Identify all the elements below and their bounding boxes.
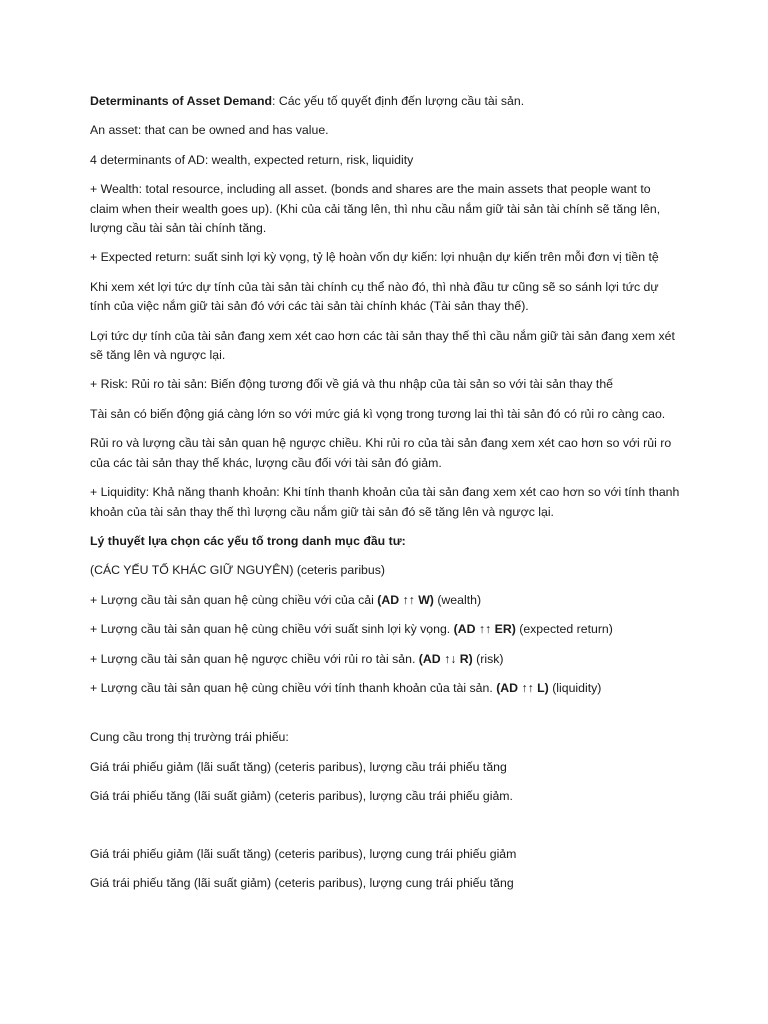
risk-relation-paragraph: Rủi ro và lượng cầu tài sản quan hệ ngược chiều. Khi rủi ro của tài sản đang xem xét cao hơn so với rủi ro của các tài sản thay thế khác, lượng cầu đối với tài sản đó giảm. xyxy=(90,436,672,470)
risk-paragraph: + Risk: Rủi ro tài sản: Biến động tương đối về giá và thu nhập của tài sản so với tài sản thay thế xyxy=(90,377,614,392)
four-determinants: 4 determinants of AD: wealth, expected return, risk, liquidity xyxy=(90,152,414,167)
rule-liquidity xyxy=(90,679,680,698)
spacer xyxy=(90,708,680,728)
rule-text: + Lượng cầu tài sản quan hệ cùng chiều với tính thanh khoản của tài sản. xyxy=(90,680,497,695)
bond-supply-line-1: Giá trái phiếu giảm (lãi suất tăng) (ceteris paribus), lượng cung trái phiếu giảm xyxy=(90,846,517,861)
rule-formula: (AD ↑↑ L) xyxy=(496,680,549,695)
expected-return-paragraph: + Expected return: suất sinh lợi kỳ vọng, tỷ lệ hoàn vốn dự kiến: lợi nhuận dự kiến trên mỗi đơn vị tiền tệ xyxy=(90,250,659,265)
rule-wealth xyxy=(90,591,680,610)
bond-market-heading: Cung cầu trong thị trường trái phiếu: xyxy=(90,730,289,745)
rule-text: + Lượng cầu tài sản quan hệ ngược chiều với rủi ro tài sản. xyxy=(90,651,419,666)
title-bold: Determinants of Asset Demand xyxy=(90,94,272,108)
rule-note: (risk) xyxy=(472,651,504,666)
theory-heading: Lý thuyết lựa chọn các yếu tố trong danh mục đầu tư: xyxy=(90,533,406,548)
er-relation-paragraph: Lợi tức dự tính của tài sản đang xem xét cao hơn các tài sản thay thế thì cầu nắm giữ tài sản đang xem xét sẽ tăng lên và ngược lại. xyxy=(90,328,675,363)
bond-demand-line-2: Giá trái phiếu tăng (lãi suất giảm) (ceteris paribus), lượng cầu trái phiếu giảm. xyxy=(90,789,513,804)
rule-formula: (AD ↑↓ R) xyxy=(418,651,473,666)
rule-note: (liquidity) xyxy=(548,680,602,695)
rule-note: (wealth) xyxy=(433,592,482,607)
rule-note: (expected return) xyxy=(515,622,613,637)
rule-text: + Lượng cầu tài sản quan hệ cùng chiều với suất sinh lợi kỳ vọng. xyxy=(90,622,454,637)
wealth-paragraph: + Wealth: total resource, including all asset. (bonds and shares are the main assets that people want to claim when their wealth goes up). (Khi của cải tăng lên, thì nhu cầu nắm giữ tài sản tài chính sẽ tăng lên, lượng cầu tài sản tài chính tăng. xyxy=(90,182,661,236)
rule-formula: (AD ↑↑ ER) xyxy=(453,622,516,637)
rule-risk xyxy=(90,650,680,669)
spacer xyxy=(90,817,680,845)
rule-formula: (AD ↑↑ W) xyxy=(377,592,434,607)
title-rest: : Các yếu tố quyết định đến lượng cầu tài sản. xyxy=(272,94,525,108)
bond-supply-line-2: Giá trái phiếu tăng (lãi suất giảm) (ceteris paribus), lượng cung trái phiếu tăng xyxy=(90,875,514,890)
document-body xyxy=(90,92,680,903)
liquidity-paragraph: + Liquidity: Khả năng thanh khoản: Khi tính thanh khoản của tài sản đang xem xét cao hơn so với tính thanh khoản của tài sản thay thế thì lượng cầu nắm giữ tài sản đó sẽ tăng lên và ngược lại. xyxy=(90,485,680,519)
rule-expected-return xyxy=(90,620,680,639)
bond-demand-line-1: Giá trái phiếu giảm (lãi suất tăng) (ceteris paribus), lượng cầu trái phiếu tăng xyxy=(90,759,507,774)
risk-volatility-paragraph: Tài sản có biến động giá càng lớn so với mức giá kì vọng trong tương lai thì tài sản đó có rủi ro càng cao. xyxy=(90,406,666,421)
rule-text: + Lượng cầu tài sản quan hệ cùng chiều với của cải xyxy=(90,592,378,607)
title-line xyxy=(90,92,680,111)
asset-definition: An asset: that can be owned and has value. xyxy=(90,123,329,138)
er-compare-paragraph: Khi xem xét lợi tức dự tính của tài sản tài chính cụ thể nào đó, thì nhà đầu tư cũng sẽ so sánh lợi tức dự tính của việc nắm giữ tài sản đó với các tài sản tài chính khác (Tài sản thay thế). xyxy=(90,279,659,314)
ceteris-paribus-line: (CÁC YẾU TỐ KHÁC GIỮ NGUYÊN) (ceteris paribus) xyxy=(90,563,385,578)
